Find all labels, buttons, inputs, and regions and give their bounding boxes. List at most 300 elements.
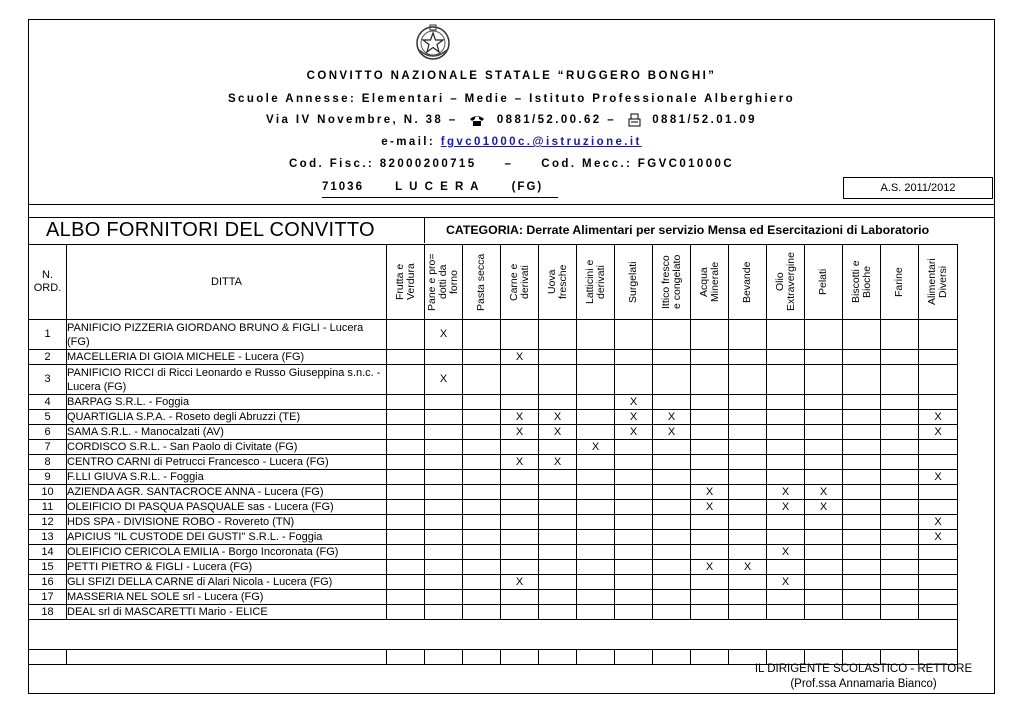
- table-row: [29, 320, 958, 350]
- category-mark: X: [919, 425, 958, 440]
- category-mark: [577, 590, 615, 605]
- firm-name: MASSERIA NEL SOLE srl - Lucera (FG): [67, 590, 387, 605]
- table-row: [29, 500, 958, 515]
- category-mark: [425, 485, 463, 500]
- category-mark: [577, 395, 615, 410]
- category-mark: [653, 350, 691, 365]
- firm-name: BARPAG S.R.L. - Foggia: [67, 395, 387, 410]
- category-mark: [463, 455, 501, 470]
- row-number: 10: [29, 485, 67, 500]
- category-mark: [615, 605, 653, 620]
- category-mark: [805, 470, 843, 485]
- column-header-category: Alimentari Diversi: [919, 245, 958, 320]
- empty-cell: [29, 620, 958, 650]
- category-mark: [653, 575, 691, 590]
- row-number: 4: [29, 395, 67, 410]
- category-mark: X: [501, 455, 539, 470]
- italian-republic-emblem-icon: [413, 22, 453, 62]
- category-mark: [919, 350, 958, 365]
- category-mark: [615, 440, 653, 455]
- table-row: [29, 485, 958, 500]
- category-mark: [463, 320, 501, 350]
- category-mark: [615, 365, 653, 395]
- category-mark: [843, 425, 881, 440]
- category-mark: [767, 560, 805, 575]
- column-header-category: Olio Extravergine: [767, 245, 805, 320]
- category-mark: X: [577, 440, 615, 455]
- column-header-category: Ittico fresco e congelato: [653, 245, 691, 320]
- category-mark: [615, 590, 653, 605]
- row-number: 2: [29, 350, 67, 365]
- category-mark: [843, 395, 881, 410]
- category-mark: [387, 440, 425, 455]
- category-mark: [729, 350, 767, 365]
- table-row: [29, 425, 958, 440]
- empty-cell: [653, 650, 691, 665]
- column-header-firm: DITTA: [67, 245, 387, 320]
- category-mark: [919, 440, 958, 455]
- category-mark: [919, 605, 958, 620]
- category-mark: [843, 365, 881, 395]
- category-mark: [691, 410, 729, 425]
- category-mark: [539, 395, 577, 410]
- category-mark: [843, 485, 881, 500]
- category-mark: [425, 440, 463, 455]
- category-mark: [729, 530, 767, 545]
- category-mark: [501, 560, 539, 575]
- category-mark: [653, 395, 691, 410]
- category-mark: [767, 455, 805, 470]
- category-mark: [387, 410, 425, 425]
- category-mark: [463, 575, 501, 590]
- category-mark: [653, 515, 691, 530]
- table-header: [29, 245, 958, 320]
- row-number: 18: [29, 605, 67, 620]
- category-mark: [919, 320, 958, 350]
- category-mark: [501, 470, 539, 485]
- category-mark: [767, 365, 805, 395]
- firm-name: QUARTIGLIA S.P.A. - Roseto degli Abruzzi (TE): [67, 410, 387, 425]
- category-mark: [463, 515, 501, 530]
- category-mark: [843, 500, 881, 515]
- table-row: [29, 560, 958, 575]
- row-number: 13: [29, 530, 67, 545]
- category-mark: [805, 410, 843, 425]
- column-header-category: Uova fresche: [539, 245, 577, 320]
- category-mark: X: [501, 350, 539, 365]
- row-number: 3: [29, 365, 67, 395]
- category-mark: [387, 320, 425, 350]
- firm-name: CORDISCO S.R.L. - San Paolo di Civitate (FG): [67, 440, 387, 455]
- category-mark: [425, 470, 463, 485]
- category-mark: [653, 500, 691, 515]
- category-mark: [539, 605, 577, 620]
- category-mark: [729, 470, 767, 485]
- empty-cell: [615, 650, 653, 665]
- category-mark: [463, 395, 501, 410]
- category-mark: [425, 530, 463, 545]
- category-mark: X: [615, 425, 653, 440]
- category-mark: [881, 500, 919, 515]
- title-divider: [424, 218, 425, 243]
- firm-name: GLI SFIZI DELLA CARNE di Alari Nicola - Lucera (FG): [67, 575, 387, 590]
- signature-block: [732, 662, 995, 692]
- category-mark: [691, 545, 729, 560]
- category-mark: [691, 455, 729, 470]
- category-mark: [425, 590, 463, 605]
- row-number: 14: [29, 545, 67, 560]
- category-mark: [387, 545, 425, 560]
- category-mark: [843, 530, 881, 545]
- category-mark: [539, 575, 577, 590]
- table-row: [29, 410, 958, 425]
- category-mark: [463, 545, 501, 560]
- category-mark: [577, 365, 615, 395]
- category-mark: [729, 545, 767, 560]
- category-mark: [729, 395, 767, 410]
- category-mark: [387, 470, 425, 485]
- category-mark: [881, 545, 919, 560]
- row-number: 12: [29, 515, 67, 530]
- category-mark: [577, 470, 615, 485]
- category-mark: X: [539, 425, 577, 440]
- column-header-category: Surgelati: [615, 245, 653, 320]
- category-mark: [881, 560, 919, 575]
- category-mark: [463, 365, 501, 395]
- category-mark: [387, 425, 425, 440]
- table-row: [29, 605, 958, 620]
- category-mark: [387, 485, 425, 500]
- empty-row: [29, 620, 958, 650]
- row-number: 7: [29, 440, 67, 455]
- category-mark: [425, 395, 463, 410]
- firm-name: HDS SPA - DIVISIONE ROBO - Rovereto (TN): [67, 515, 387, 530]
- category-mark: [729, 590, 767, 605]
- category-mark: X: [729, 560, 767, 575]
- school-year: A.S. 2011/2012: [843, 177, 993, 199]
- empty-cell: [387, 650, 425, 665]
- column-header-number: N. ORD.: [29, 245, 67, 320]
- category-mark: X: [425, 320, 463, 350]
- category-mark: [691, 350, 729, 365]
- province: (FG): [511, 181, 544, 193]
- category-mark: [843, 575, 881, 590]
- row-number: 1: [29, 320, 67, 350]
- empty-cell: [425, 650, 463, 665]
- row-number: 5: [29, 410, 67, 425]
- category-mark: [919, 500, 958, 515]
- category-mark: [691, 605, 729, 620]
- table-row: [29, 515, 958, 530]
- category-mark: [653, 560, 691, 575]
- category-mark: [615, 485, 653, 500]
- firm-name: AZIENDA AGR. SANTACROCE ANNA - Lucera (FG): [67, 485, 387, 500]
- category-mark: [691, 530, 729, 545]
- category-mark: [843, 545, 881, 560]
- category-mark: [881, 605, 919, 620]
- category-mark: [539, 440, 577, 455]
- category-mark: [387, 575, 425, 590]
- category-mark: [463, 605, 501, 620]
- category-mark: [805, 590, 843, 605]
- category-mark: [691, 425, 729, 440]
- category-mark: [615, 500, 653, 515]
- table-row: [29, 440, 958, 455]
- category-mark: [615, 560, 653, 575]
- category-mark: [843, 350, 881, 365]
- category-mark: [539, 500, 577, 515]
- category-mark: [577, 530, 615, 545]
- fax-number: 0881/52.01.09: [652, 114, 757, 127]
- category-label: CATEGORIA: Derrate Alimentari per servizio Mensa ed Esercitazioni di Laboratorio: [446, 223, 930, 237]
- page-title: ALBO FORNITORI DEL CONVITTO: [46, 219, 375, 241]
- category-mark: [539, 560, 577, 575]
- category-mark: [805, 365, 843, 395]
- category-mark: [615, 530, 653, 545]
- category-mark: [691, 515, 729, 530]
- city-underline: [322, 197, 558, 198]
- category-mark: [767, 605, 805, 620]
- category-mark: [843, 320, 881, 350]
- category-mark: X: [767, 500, 805, 515]
- category-mark: [881, 440, 919, 455]
- category-mark: X: [615, 410, 653, 425]
- category-mark: [767, 410, 805, 425]
- row-number: 6: [29, 425, 67, 440]
- category-mark: X: [539, 455, 577, 470]
- category-mark: [577, 485, 615, 500]
- column-header-category: Biscotti e Bioche: [843, 245, 881, 320]
- category-mark: [615, 320, 653, 350]
- category-mark: [387, 350, 425, 365]
- column-header-category: Pane e pro= dotti da forno: [425, 245, 463, 320]
- category-mark: [463, 410, 501, 425]
- category-mark: [805, 530, 843, 545]
- column-header-category: Pasta secca: [463, 245, 501, 320]
- category-mark: [577, 515, 615, 530]
- category-mark: X: [919, 515, 958, 530]
- category-mark: [539, 515, 577, 530]
- category-mark: [387, 365, 425, 395]
- category-mark: [919, 560, 958, 575]
- category-mark: [805, 455, 843, 470]
- category-mark: [881, 470, 919, 485]
- category-mark: [729, 365, 767, 395]
- category-mark: [919, 545, 958, 560]
- category-mark: [881, 515, 919, 530]
- category-mark: [653, 485, 691, 500]
- category-mark: [729, 410, 767, 425]
- divider: [28, 217, 995, 218]
- category-mark: [919, 455, 958, 470]
- category-mark: [919, 395, 958, 410]
- category-mark: [463, 530, 501, 545]
- category-mark: [577, 455, 615, 470]
- category-mark: [577, 560, 615, 575]
- category-mark: [805, 515, 843, 530]
- empty-cell: [29, 650, 67, 665]
- category-mark: [767, 530, 805, 545]
- category-mark: [805, 440, 843, 455]
- firm-name: OLEIFICIO CERICOLA EMILIA - Borgo Incoronata (FG): [67, 545, 387, 560]
- category-mark: [805, 395, 843, 410]
- category-mark: [425, 605, 463, 620]
- signature-role: IL DIRIGENTE SCOLASTICO - RETTORE: [754, 663, 973, 675]
- category-mark: [577, 410, 615, 425]
- category-mark: [843, 560, 881, 575]
- firm-name: PANIFICIO RICCI di Ricci Leonardo e Russo Giuseppina s.n.c. - Lucera (FG): [67, 365, 387, 395]
- table-row: [29, 590, 958, 605]
- category-mark: X: [501, 425, 539, 440]
- category-mark: [425, 455, 463, 470]
- table-row: [29, 395, 958, 410]
- school-name: CONVITTO NAZIONALE STATALE “RUGGERO BONGHI”: [306, 70, 717, 82]
- category-mark: [919, 590, 958, 605]
- category-mark: [881, 575, 919, 590]
- category-mark: [615, 575, 653, 590]
- category-mark: [653, 590, 691, 605]
- category-mark: [881, 425, 919, 440]
- category-mark: X: [691, 485, 729, 500]
- category-mark: [805, 350, 843, 365]
- column-header-category: Carne e derivati: [501, 245, 539, 320]
- category-mark: [539, 350, 577, 365]
- category-mark: [577, 350, 615, 365]
- category-mark: [653, 455, 691, 470]
- category-mark: [691, 365, 729, 395]
- empty-cell: [67, 650, 387, 665]
- contact-line: Via IV Novembre, N. 38 – 0881/52.00.62 – 0881/52.01.09: [266, 114, 757, 127]
- category-mark: [615, 515, 653, 530]
- category-mark: [881, 365, 919, 395]
- category-mark: [463, 560, 501, 575]
- column-header-category: Pelati: [805, 245, 843, 320]
- category-mark: [539, 365, 577, 395]
- category-mark: [919, 575, 958, 590]
- category-mark: [425, 560, 463, 575]
- category-mark: [501, 485, 539, 500]
- column-header-category: Acqua Minerale: [691, 245, 729, 320]
- fax-icon: [628, 113, 641, 127]
- category-mark: [387, 560, 425, 575]
- category-mark: [539, 470, 577, 485]
- table-row: [29, 530, 958, 545]
- category-mark: [615, 545, 653, 560]
- empty-cell: [463, 650, 501, 665]
- category-mark: [653, 365, 691, 395]
- category-mark: [767, 440, 805, 455]
- category-mark: [881, 530, 919, 545]
- category-mark: [387, 455, 425, 470]
- category-mark: [387, 515, 425, 530]
- column-header-category: Frutta e Verdura: [387, 245, 425, 320]
- category-mark: [463, 440, 501, 455]
- suppliers-table: [28, 244, 958, 665]
- category-mark: X: [805, 485, 843, 500]
- category-mark: [691, 395, 729, 410]
- category-mark: [843, 515, 881, 530]
- row-number: 15: [29, 560, 67, 575]
- category-mark: [729, 455, 767, 470]
- firm-name: CENTRO CARNI di Petrucci Francesco - Lucera (FG): [67, 455, 387, 470]
- category-mark: [463, 485, 501, 500]
- category-mark: [691, 320, 729, 350]
- category-mark: [387, 395, 425, 410]
- category-mark: [881, 350, 919, 365]
- category-mark: [843, 605, 881, 620]
- category-mark: [881, 410, 919, 425]
- category-mark: [691, 440, 729, 455]
- category-mark: [501, 605, 539, 620]
- codes-line: Cod. Fisc.: 82000200715 – Cod. Mecc.: FGVC01000C: [288, 158, 735, 170]
- table-row: [29, 455, 958, 470]
- category-mark: X: [425, 365, 463, 395]
- category-mark: [653, 605, 691, 620]
- category-mark: X: [691, 560, 729, 575]
- column-header-category: Latticini e derivati: [577, 245, 615, 320]
- category-mark: [843, 455, 881, 470]
- category-mark: [653, 440, 691, 455]
- row-number: 17: [29, 590, 67, 605]
- firm-name: SAMA S.R.L. - Manocalzati (AV): [67, 425, 387, 440]
- category-mark: X: [501, 410, 539, 425]
- category-mark: [463, 350, 501, 365]
- category-mark: [501, 590, 539, 605]
- email-link[interactable]: fgvc01000c.@istruzione.it: [440, 136, 642, 148]
- category-mark: [729, 500, 767, 515]
- category-mark: [805, 560, 843, 575]
- category-mark: [501, 530, 539, 545]
- category-mark: X: [767, 545, 805, 560]
- category-mark: [425, 410, 463, 425]
- category-mark: [425, 515, 463, 530]
- table-row: [29, 350, 958, 365]
- row-number: 11: [29, 500, 67, 515]
- column-header-category: Bevande: [729, 245, 767, 320]
- category-mark: [729, 605, 767, 620]
- category-mark: [615, 350, 653, 365]
- category-mark: [539, 320, 577, 350]
- signature-name: (Prof.ssa Annamaria Bianco): [790, 678, 937, 690]
- email-line: e-mail: fgvc01000c.@istruzione.it: [381, 136, 642, 148]
- firm-name: PANIFICIO PIZZERIA GIORDANO BRUNO & FIGLI - Lucera (FG): [67, 320, 387, 350]
- firm-name: F.LLI GIUVA S.R.L. - Foggia: [67, 470, 387, 485]
- category-mark: [425, 350, 463, 365]
- table-row: [29, 470, 958, 485]
- category-mark: [577, 545, 615, 560]
- category-mark: [425, 425, 463, 440]
- category-mark: [463, 425, 501, 440]
- empty-cell: [691, 650, 729, 665]
- table-row: [29, 545, 958, 560]
- row-number: 16: [29, 575, 67, 590]
- mechanographic-code: Cod. Mecc.: FGVC01000C: [541, 158, 735, 170]
- category-mark: X: [919, 410, 958, 425]
- category-mark: [919, 365, 958, 395]
- category-mark: [577, 320, 615, 350]
- category-mark: [729, 320, 767, 350]
- category-mark: [767, 425, 805, 440]
- empty-cell: [577, 650, 615, 665]
- category-mark: [539, 590, 577, 605]
- divider: [28, 204, 995, 205]
- category-mark: X: [501, 575, 539, 590]
- firm-name: DEAL srl di MASCARETTI Mario - ELICE: [67, 605, 387, 620]
- category-mark: [387, 605, 425, 620]
- category-mark: [501, 365, 539, 395]
- category-mark: [653, 545, 691, 560]
- category-mark: [577, 425, 615, 440]
